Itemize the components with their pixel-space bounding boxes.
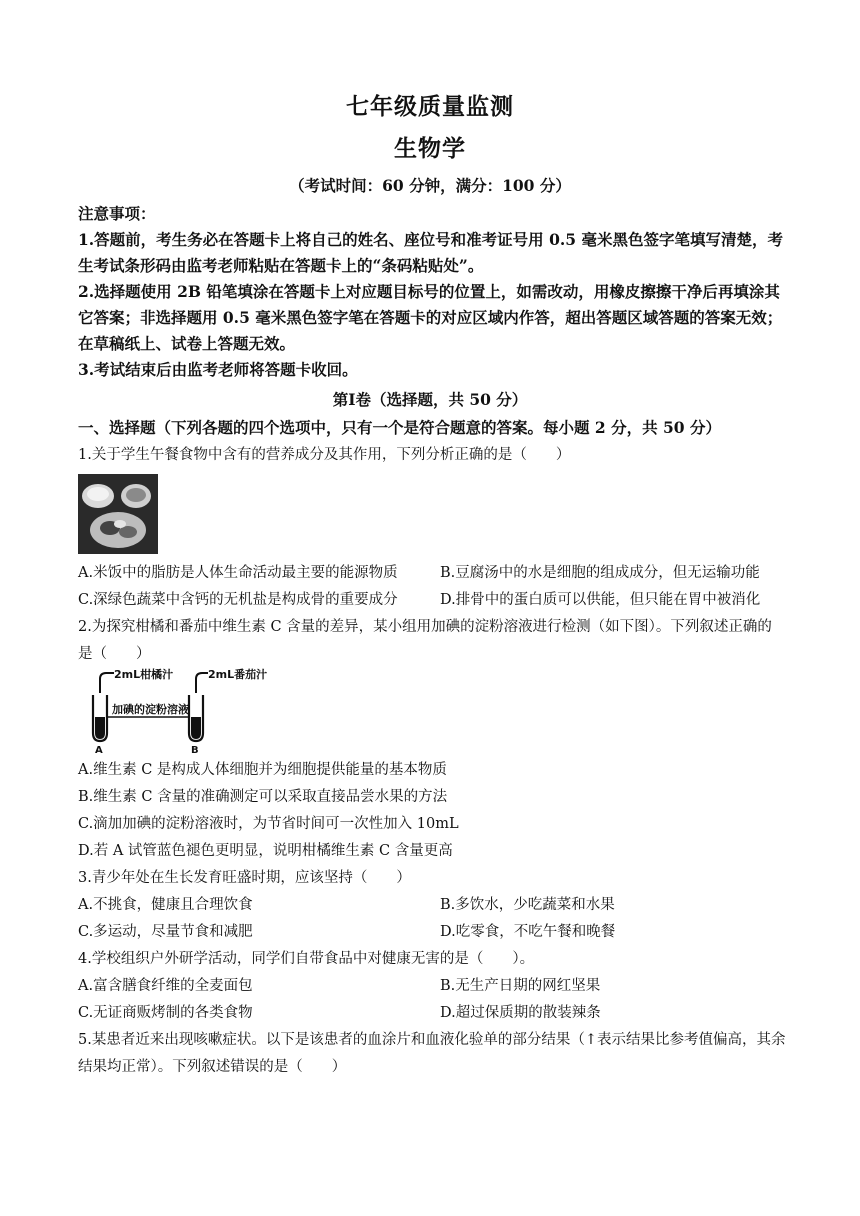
exam-title: 七年级质量监测 bbox=[346, 93, 514, 120]
option-b[interactable]: B.维生素 C 含量的准确测定可以采取直接品尝水果的方法 bbox=[78, 789, 448, 805]
label-tube-a: A bbox=[95, 745, 103, 755]
option-d[interactable]: D.吃零食，不吃午餐和晚餐 bbox=[440, 924, 616, 940]
test-tube-figure bbox=[78, 665, 268, 755]
option-c[interactable]: C.无证商贩烤制的各类食物 bbox=[78, 1005, 253, 1021]
section-instructions: 一、选择题（下列各题的四个选项中，只有一个是符合题意的答案。每小题 2 分，共 50 分） bbox=[78, 418, 721, 437]
option-a[interactable]: A.富含膳食纤维的全麦面包 bbox=[78, 978, 253, 994]
option-c[interactable]: C.多运动，尽量节食和减肥 bbox=[78, 924, 253, 940]
option-b[interactable]: B.多饮水，少吃蔬菜和水果 bbox=[440, 897, 615, 913]
section-title: 第Ⅰ卷（选择题，共 50 分） bbox=[332, 390, 528, 409]
exam-info: （考试时间：60 分钟，满分：100 分） bbox=[289, 176, 571, 195]
option-b[interactable]: B.无生产日期的网红坚果 bbox=[440, 978, 601, 994]
label-tube-b: B bbox=[191, 745, 199, 755]
notes-block bbox=[78, 201, 786, 383]
notes-heading: 注意事项： bbox=[78, 204, 156, 223]
option-c[interactable]: C.深绿色蔬菜中含钙的无机盐是构成骨的重要成分 bbox=[78, 592, 398, 608]
option-a[interactable]: A.米饭中的脂肪是人体生命活动最主要的能源物质 bbox=[78, 565, 398, 581]
question-4-stem: 4.学校组织户外研学活动，同学们自带食品中对健康无害的是（ ）。 bbox=[78, 951, 535, 967]
note-item: 3.考试结束后由监考老师将答题卡收回。 bbox=[78, 360, 358, 379]
question-5-stem: 5.某患者近来出现咳嗽症状。以下是该患者的血涂片和血液化验单的部分结果（↑表示结果比参考值偏高，其余结果均正常）。下列叙述错误的是（ ） bbox=[78, 1032, 786, 1075]
option-a[interactable]: A.维生素 C 是构成人体细胞并为细胞提供能量的基本物质 bbox=[78, 762, 447, 778]
question-3-stem: 3.青少年处在生长发育旺盛时期，应该坚持（ ） bbox=[78, 870, 411, 886]
label-iodine-starch: 加碘的淀粉溶液 bbox=[112, 703, 189, 716]
option-a[interactable]: A.不挑食，健康且合理饮食 bbox=[78, 897, 253, 913]
note-item: 2.选择题使用 2B 铅笔填涂在答题卡上对应题目标号的位置上，如需改动，用橡皮擦擦干净后再填涂其它答案；非选择题用 0.5 毫米黑色签字笔在答题卡的对应区域内作答，超出答题区域答题的答案无效；在草稿纸上、试卷上答题无效。 bbox=[78, 282, 783, 353]
option-c[interactable]: C.滴加加碘的淀粉溶液时，为节省时间可一次性加入 10mL bbox=[78, 816, 459, 832]
note-item: 1.答题前，考生务必在答题卡上将自己的姓名、座位号和准考证号用 0.5 毫米黑色签字笔填写清楚，考生考试条形码由监考老师粘贴在答题卡上的“条码粘贴处”。 bbox=[78, 230, 783, 275]
label-tomato-juice: 2mL番茄汁 bbox=[208, 668, 268, 681]
option-d[interactable]: D.超过保质期的散装辣条 bbox=[440, 1005, 601, 1021]
question-1-stem: 1.关于学生午餐食物中含有的营养成分及其作用，下列分析正确的是（ ） bbox=[78, 447, 571, 463]
option-b[interactable]: B.豆腐汤中的水是细胞的组成成分，但无运输功能 bbox=[440, 565, 760, 581]
question-2-stem: 2.为探究柑橘和番茄中维生素 C 含量的差异，某小组用加碘的淀粉溶液进行检测（如下图）。下列叙述正确的是（ ） bbox=[78, 619, 772, 662]
option-d[interactable]: D.若 A 试管蓝色褪色更明显，说明柑橘维生素 C 含量更高 bbox=[78, 843, 453, 859]
subject-title: 生物学 bbox=[394, 135, 466, 162]
option-d[interactable]: D.排骨中的蛋白质可以供能，但只能在胃中被消化 bbox=[440, 592, 761, 608]
lunch-photo-figure bbox=[78, 474, 158, 554]
label-orange-juice: 2mL柑橘汁 bbox=[114, 668, 174, 681]
